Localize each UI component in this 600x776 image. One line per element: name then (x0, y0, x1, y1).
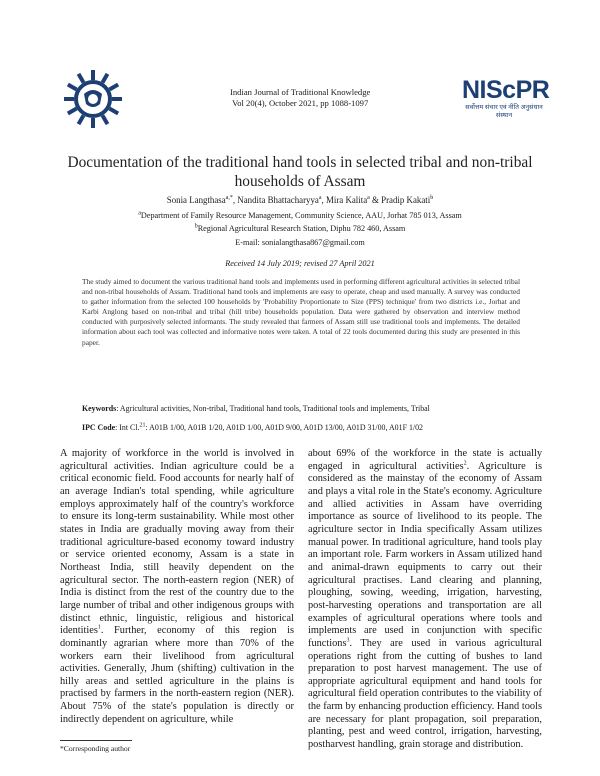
affiliation-a-sup: a (138, 210, 141, 217)
body-column-left (60, 448, 294, 726)
title-line-1: Documentation of the traditional hand tools in selected tribal and non-tribal (67, 154, 533, 171)
niscpr-logo-subtext: सर्वोत्तम संचार एवं नीति अनुसंधान संस्थान (465, 104, 543, 119)
paper-title (60, 153, 540, 191)
left-text-1: A majority of workforce in the world is involved in agricultural activities. Indian agriculture could be a critical economic field. Food accounts for nearly half of an average Indian's total spending, while agriculture employs approximately half of the country's workforce to ensure its long-term sustainability. While most other states in India are gradually moving away from their traditional agriculture-based economy toward industry or service oriented economy, Assam is a state in Northeast India, still heavily dependent on the agricultural sector. The north-eastern region (NER) of India is distinct from the rest of the country due to the large number of tribal and other indigenous groups with distinct ethnic, linguistic, religious and historical identities (60, 448, 294, 637)
keywords (82, 404, 522, 413)
author-2: , Nandita Bhattacharyya (232, 195, 319, 205)
left-paragraph (60, 448, 294, 726)
author-3: , Mira Kalita (321, 195, 368, 205)
ipc-sup: 21 (139, 422, 146, 429)
csir-emblem-logo (62, 68, 124, 130)
author-1: Sonia Langthasa (166, 195, 226, 205)
abstract: The study aimed to document the various traditional hand tools and implements used in performing different agricultural activities in selected tribal and non-tribal households of Assam. Traditional hand tools and implements are easy to operate, cheap and used manually. A survey was conducted to gather information from the selected 100 households by 'Probability Proportionate to Size (PPS) technique' from two districts i.e., Jorhat and Karbi Anglong based on non-tribal and tribal (hill tribe) households population. Data were gathered by observation and interview method conducted with purposively selected informants. The study revealed that farmers of Assam still use traditional tools and implements. The detailed information about each tool was collected and informative notes were taken. A total of 22 tools documented during this study are presented in this paper. (82, 277, 520, 347)
ipc-prefix: : Int Cl. (115, 423, 140, 432)
ipc-code (82, 423, 522, 432)
right-text-1: about 69% of the workforce in the state is actually engaged in agricultural activities (308, 448, 542, 472)
title-line-2: households of Assam (234, 173, 366, 190)
ipc-text: : A01B 1/00, A01B 1/20, A01D 1/00, A01D 9/00, A01D 13/00, A01D 31/00, A01F 1/02 (145, 423, 423, 432)
niscpr-logo-text: NIScPR (462, 76, 550, 104)
ipc-label: IPC Code (82, 423, 116, 432)
keywords-text: : Agricultural activities, Non-tribal, Traditional hand tools, Traditional tools and implements, Tribal (116, 404, 430, 413)
journal-info (230, 87, 370, 109)
affiliation-a (40, 211, 560, 220)
citation-2: 2 (463, 460, 467, 467)
citation-3: 3 (346, 637, 350, 644)
author-3-sup: a (367, 195, 370, 202)
corresponding-email: E-mail: sonialangthasa867@gmail.com (235, 238, 365, 247)
footnote: *Corresponding author (60, 744, 131, 753)
author-1-sup: a,* (225, 195, 233, 202)
received-dates: Received 14 July 2019; revised 27 April 2021 (225, 259, 375, 268)
author-list (40, 195, 560, 205)
affiliation-a-text: Department of Family Resource Management, Community Science, AAU, Jorhat 785 013, Assam (140, 211, 462, 220)
left-text-2: . Further, economy of this region is dominantly agrarian where more than 70% of the workers earn their livelihood from agricultural activities. Generally, Jhum (shifting) cultivation in the hilly areas and settled agriculture in the plains is practised by farmers in the north-eastern region (NER). About 75% of the state's population is directly or indirectly dependent on agriculture, while (60, 625, 294, 725)
affiliation-b-sup: b (194, 223, 198, 230)
right-text-2: . Agriculture is considered as the mainstay of the economy of Assam and plays a vital role in the State's economy. Agriculture and allied activities in Assam have overriding importance as source of livelihood to its people. The agriculture sector in India specifically Assam utilizes manual power. In traditional agriculture, hand tools play an important role. Farm workers in Assam utilized hand and animal-drawn equipments to carry out their agricultural practises. Land clearing and planning, ploughing, sowing, weeding, irrigation, harvesting, post-harvesting operations and transportation are all examples of agricultural operations where tools and implements are used in conjunction with specific functions (308, 460, 543, 649)
right-text-3: . They are used in various agricultural operations right from the cutting of bushes to land preparation to post harvest management. The use of appropriate agricultural equipment and hand tools for agricultural field operation contributes to the viability of the farm by enhancing production efficiency. Hand tools are necessary for plant propagation, soil preparation, planting, pest and weed control, irrigation, harvesting, postharvest handling, grain storage and distribution. (308, 637, 542, 751)
body-column-right (308, 448, 542, 752)
author-2-sup: a (318, 195, 322, 202)
citation-1: 1 (97, 624, 101, 631)
volume-info: Vol 20(4), October 2021, pp 1088-1097 (232, 98, 369, 108)
niscpr-logo (462, 76, 550, 120)
author-4: & Pradip Kakati (369, 195, 431, 205)
author-4-sup: b (430, 195, 434, 202)
footnote-divider (60, 740, 132, 741)
journal-name: Indian Journal of Traditional Knowledge (230, 87, 371, 97)
affiliation-b-text: Regional Agricultural Research Station, Diphu 782 460, Assam (197, 224, 406, 233)
keywords-label: Keywords (82, 404, 117, 413)
right-paragraph (308, 448, 542, 752)
affiliation-b (40, 224, 560, 233)
